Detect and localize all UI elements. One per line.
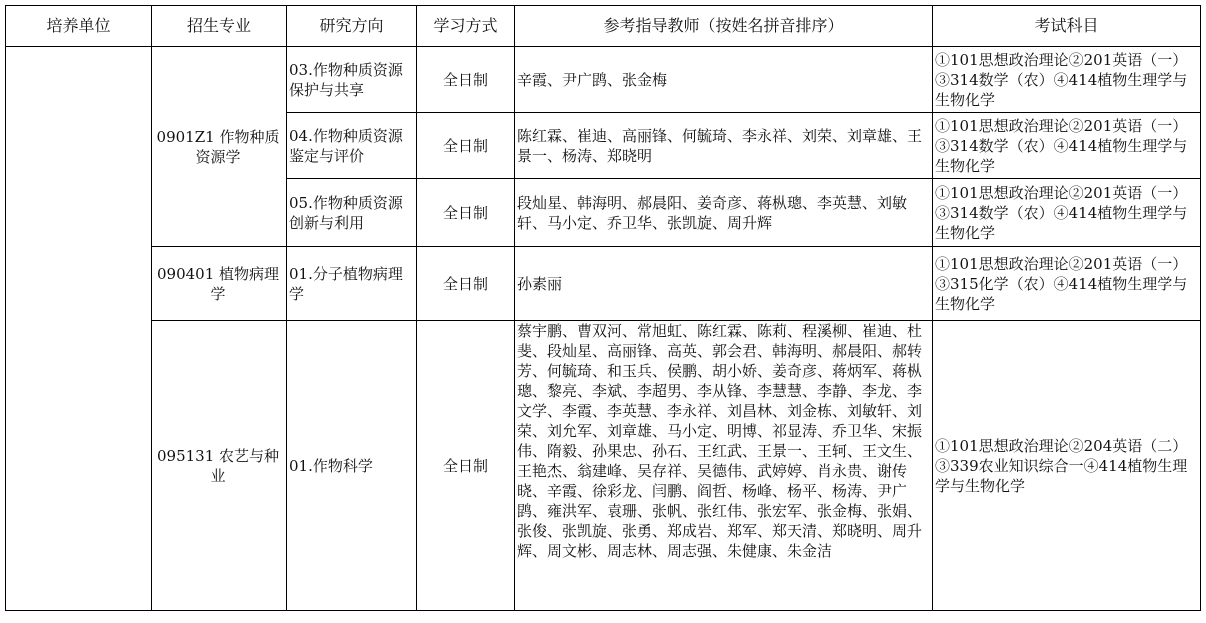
mode-cell: 全日制 <box>417 47 515 113</box>
mode-cell: 全日制 <box>417 321 515 611</box>
mode-cell: 全日制 <box>417 247 515 321</box>
teachers-cell: 蔡宇鹏、曹双河、常旭虹、陈红霖、陈莉、程溪柳、崔迪、杜斐、段灿星、高丽锋、高英、郭会君、韩海明、郝晨阳、郝转芳、何毓琦、和玉兵、侯鹏、胡小娇、姜奇彦、蒋炳军、蒋枞璁、黎亮、李斌、李超男、李从锋、李慧慧、李静、李龙、李文学、李霞、李英慧、李永祥、刘昌林、刘金栋、刘敏轩、刘荣、刘允军、刘章雄、马小定、明博、祁显涛、乔卫华、宋振伟、隋毅、孙果忠、孙石、王红武、王景一、王轲、王文生、王艳杰、翁建峰、吴存祥、吴德伟、武婷婷、肖永贵、谢传晓、辛霞、徐彩龙、闫鹏、阎哲、杨峰、杨平、杨涛、尹广鹍、雍洪军、袁珊、张帆、张红伟、张宏军、张金梅、张娟、张俊、张凯旋、张勇、郑成岩、郑军、郑天清、郑晓明、周升辉、周文彬、周志林、周志强、朱健康、朱金洁 <box>515 321 933 611</box>
teachers-cell: 辛霞、尹广鹍、张金梅 <box>515 47 933 113</box>
header-unit: 培养单位 <box>6 6 152 47</box>
direction-cell: 03.作物种质资源保护与共享 <box>287 47 417 113</box>
table-row <box>6 247 1201 321</box>
direction-cell: 01.作物科学 <box>287 321 417 611</box>
exam-cell: ①101思想政治理论②201英语（一）③315化学（农）④414植物生理学与生物化学 <box>933 247 1201 321</box>
direction-cell: 05.作物种质资源创新与利用 <box>287 179 417 247</box>
header-row <box>6 6 1201 47</box>
teachers-cell: 陈红霖、崔迪、高丽锋、何毓琦、李永祥、刘荣、刘章雄、王景一、杨涛、郑晓明 <box>515 113 933 179</box>
unit-cell <box>6 47 152 611</box>
header-direction: 研究方向 <box>287 6 417 47</box>
direction-cell: 01.分子植物病理学 <box>287 247 417 321</box>
header-teachers: 参考指导教师（按姓名拼音排序） <box>515 6 933 47</box>
mode-cell: 全日制 <box>417 179 515 247</box>
teachers-cell: 孙素丽 <box>515 247 933 321</box>
teachers-cell: 段灿星、韩海明、郝晨阳、姜奇彦、蒋枞璁、李英慧、刘敏轩、马小定、乔卫华、张凯旋、周升辉 <box>515 179 933 247</box>
major-cell: 0901Z1 作物种质资源学 <box>152 47 287 247</box>
major-cell: 090401 植物病理学 <box>152 247 287 321</box>
exam-cell: ①101思想政治理论②201英语（一）③314数学（农）④414植物生理学与生物化学 <box>933 47 1201 113</box>
header-exam: 考试科目 <box>933 6 1201 47</box>
header-mode: 学习方式 <box>417 6 515 47</box>
header-major: 招生专业 <box>152 6 287 47</box>
table-row <box>6 321 1201 611</box>
direction-cell: 04.作物种质资源鉴定与评价 <box>287 113 417 179</box>
table-row <box>6 47 1201 113</box>
exam-cell: ①101思想政治理论②201英语（一）③314数学（农）④414植物生理学与生物化学 <box>933 113 1201 179</box>
exam-cell: ①101思想政治理论②204英语（二）③339农业知识综合一④414植物生理学与生物化学 <box>933 321 1201 611</box>
exam-cell: ①101思想政治理论②201英语（一）③314数学（农）④414植物生理学与生物化学 <box>933 179 1201 247</box>
major-cell: 095131 农艺与种业 <box>152 321 287 611</box>
admissions-table <box>5 5 1201 611</box>
mode-cell: 全日制 <box>417 113 515 179</box>
